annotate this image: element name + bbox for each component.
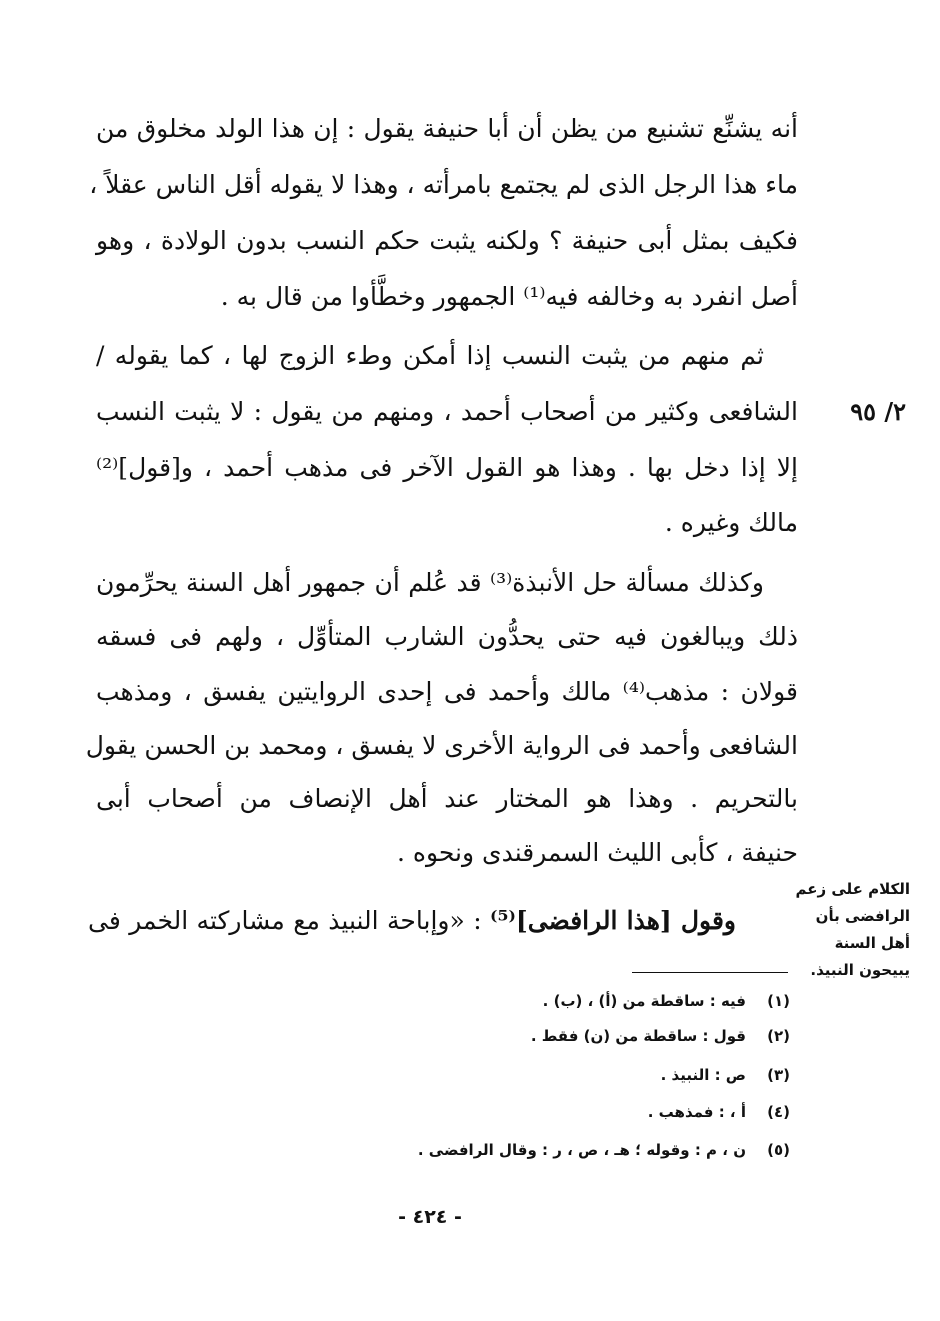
footnote-number: (٣)	[767, 1066, 790, 1084]
footnote-number: (١)	[767, 992, 790, 1010]
text-line: مالك وغيره .	[664, 508, 798, 537]
topic-line	[88, 904, 736, 938]
footnote-number: (٢)	[767, 1027, 790, 1045]
marginal-heading-line: الكلام على زعم	[795, 880, 910, 898]
topic-line-bold: وقول [هذا الرافضى]⁽⁵⁾	[490, 906, 737, 935]
text-line: قولان : مذهب⁽⁴⁾ مالك وأحمد فى إحدى الروايتين يفسق ، ومذهب	[96, 677, 798, 706]
text-line: وكذلك مسألة حل الأنبذة⁽³⁾ قد عُلم أن جمهور أهل السنة يحرِّمون	[96, 568, 764, 597]
marginal-heading-line: أهل السنة	[834, 934, 910, 952]
footnote-text: قول : ساقطة من (ن) فقط .	[530, 1027, 746, 1045]
text-line: ذلك ويبالغون فيه حتى يحدُّون الشارب المتأوِّل ، ولهم فى فسقه	[96, 622, 798, 651]
marginal-heading-line: الرافضى بأن	[815, 907, 910, 925]
page-number: - ٤٢٤ -	[398, 1206, 462, 1228]
original-page-reference: ٢/ ٩٥	[850, 397, 906, 426]
footnote-separator	[632, 972, 788, 973]
footnote	[543, 988, 790, 1014]
text-line: الشافعى وأحمد فى الرواية الأخرى لا يفسق ، ومحمد بن الحسن يقول	[85, 731, 798, 760]
footnote	[648, 1099, 790, 1125]
marginal-heading-line: يبيحون النبيذ.	[810, 961, 910, 979]
text-line: إلا إذا دخل بها . وهذا هو القول الآخر فى مذهب أحمد ، و[قول]⁽²⁾	[96, 453, 798, 482]
footnote-text: أ ، : فمذهب .	[647, 1103, 746, 1121]
text-line: حنيفة ، كأبى الليث السمرقندى ونحوه .	[396, 838, 798, 867]
text-line: أنه يشنِّع تشنيع من يظن أن أبا حنيفة يقول : إن هذا الولد مخلوق من	[96, 114, 798, 143]
footnote-number: (٤)	[767, 1103, 790, 1121]
text-line: فكيف بمثل أبى حنيفة ؟ ولكنه يثبت حكم النسب بدون الولادة ، وهو	[96, 226, 798, 255]
text-line: بالتحريم . وهذا هو المختار عند أهل الإنصاف من أصحاب أبى	[96, 784, 798, 813]
topic-line-rest: : «وإباحة النبيذ مع مشاركته الخمر فى	[88, 906, 491, 935]
footnote	[418, 1137, 790, 1163]
footnote	[661, 1062, 790, 1088]
footnote	[531, 1023, 790, 1049]
marginal-heading	[795, 876, 910, 984]
footnote-text: ن ، م : وقوله ؛ هـ ، ص ، ر : وقال الرافضى .	[417, 1141, 746, 1159]
footnote-number: (٥)	[767, 1141, 790, 1159]
footnote-text: ص : النبيذ .	[660, 1066, 746, 1084]
text-line: ماء هذا الرجل الذى لم يجتمع بامرأته ، وهذا لا يقوله أقل الناس عقلاً ،	[89, 170, 798, 199]
footnote-text: فيه : ساقطة من (أ) ، (ب) .	[542, 992, 746, 1010]
text-line: ثم منهم من يثبت النسب إذا أمكن وطء الزوج لها ، كما يقوله /	[96, 341, 764, 370]
text-line: الشافعى وكثير من أصحاب أحمد ، ومنهم من يقول : لا يثبت النسب	[96, 397, 798, 426]
text-line: أصل انفرد به وخالفه فيه⁽¹⁾ الجمهور وخطَّأوا من قال به .	[220, 282, 798, 311]
